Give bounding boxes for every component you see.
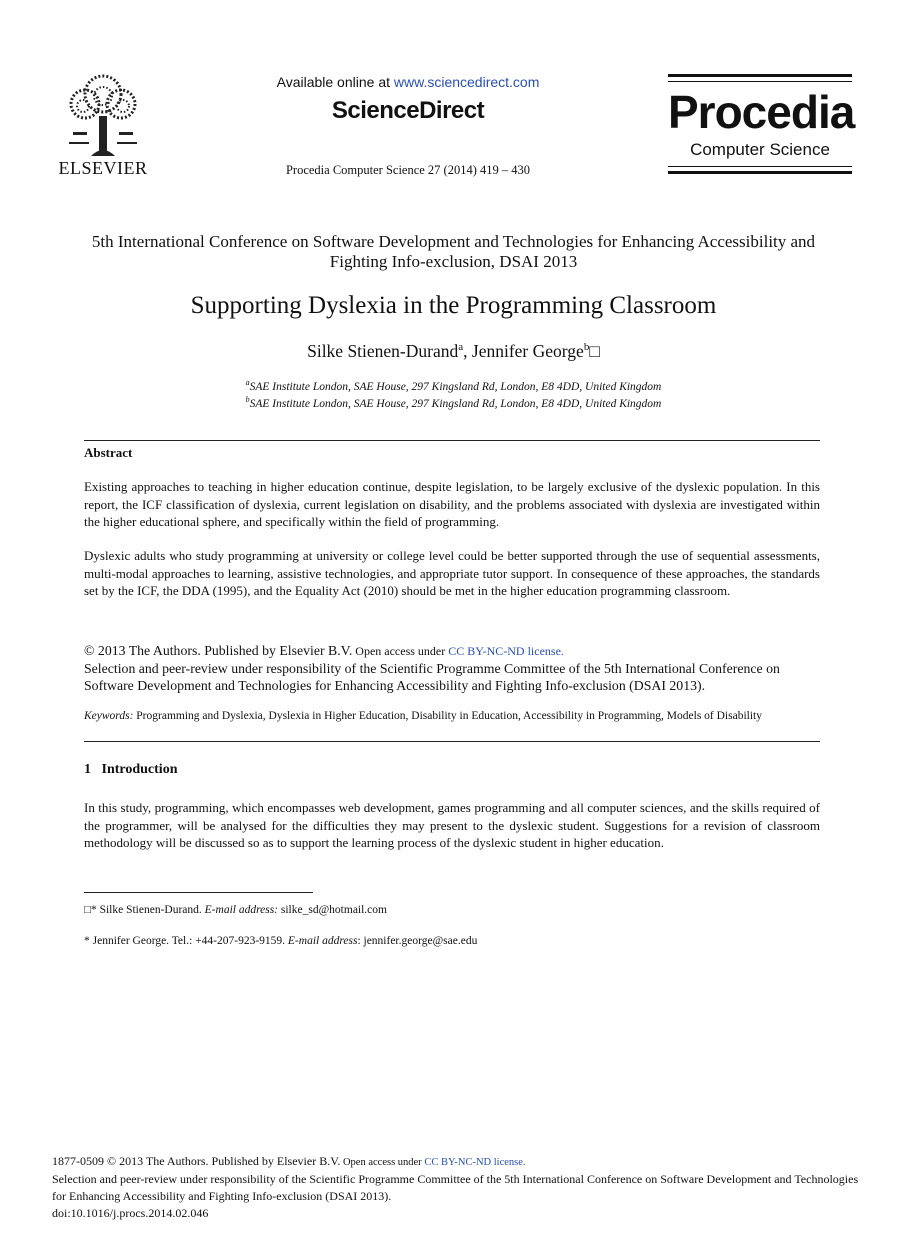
journal-citation: Procedia Computer Science 27 (2014) 419 – 430 [285, 163, 531, 177]
procedia-top-rule-thin [668, 81, 852, 82]
footnote-rule [84, 892, 313, 893]
footer-license-link[interactable]: CC BY-NC-ND license. [424, 1157, 526, 1168]
affiliation-b-mark: b [245, 395, 250, 404]
keywords-label: Keywords: [84, 710, 134, 722]
doi: doi:10.1016/j.procs.2014.02.046 [52, 1206, 209, 1220]
available-online [250, 74, 566, 90]
issn-line: 1877-0509 © 2013 The Authors. Published by Elsevier B.V. [52, 1154, 341, 1168]
abstract-paragraph-1: Existing approaches to teaching in higher education continue, despite legislation, to be largely exclusive of the dyslexic population. In this report, the ICF classification of dyslexia, current legislation on disability, and the problems associated with dyslexia are investigated within the higher educational sphere, and specifically within the field of programming. [84, 479, 820, 529]
author-1: Silke Stienen-Durand [307, 341, 459, 361]
abstract-heading: Abstract [84, 445, 133, 460]
elsevier-logo [55, 72, 151, 177]
introduction-heading [84, 762, 177, 778]
affiliation-a-mark: a [245, 378, 250, 387]
author-separator: , [463, 341, 472, 361]
abstract-bottom-rule [84, 741, 820, 742]
footer-open-access: Open access under [340, 1157, 425, 1168]
open-access-label: Open access under [352, 644, 449, 658]
procedia-bottom-rule-thin [668, 166, 852, 167]
footnote-2 [84, 935, 820, 947]
peer-review-statement: Selection and peer-review under responsibility of the Scientific Programme Committee of the 5th International Conference on Software Development and Technologies for Enhancing Accessibility and Fighting Info-exclusion (DSAI 2013). [84, 661, 780, 693]
author-2: Jennifer George [471, 341, 584, 361]
paper-title: Supporting Dyslexia in the Programming Classroom [190, 292, 717, 319]
abstract-top-rule [84, 440, 820, 441]
procedia-top-rule [668, 74, 852, 77]
introduction-paragraph: In this study, programming, which encompasses web development, games programming and all computer sciences, and the skills required of the programmer, will be analysed for the difficulties they may present to the dyslexic student. Suggestions for a revision of classroom methodology will be discussed so as to support the learning process of the dyslexic student in higher education. [84, 800, 820, 850]
copyright-notice [84, 642, 820, 694]
license-link[interactable]: CC BY-NC-ND license. [448, 644, 564, 658]
author-2-mark: b [583, 341, 590, 354]
section-title: Introduction [101, 762, 178, 777]
footer-peer-review: Selection and peer-review under responsibility of the Scientific Programme Committee of the 5th International Conference on Software Development and Technologies for Enhancing Accessibility and Fighting Info-exclusion (DSAI 2013). [52, 1172, 859, 1203]
affiliation-b-text: SAE Institute London, SAE House, 297 Kingsland Rd, London, E8 4DD, United Kingdom [249, 397, 662, 410]
author-1-mark: a [458, 341, 464, 354]
affiliation-b [120, 395, 787, 410]
procedia-subtitle: Computer Science [690, 140, 830, 159]
elsevier-tree-icon [61, 72, 145, 160]
sciencedirect-link[interactable]: www.sciencedirect.com [393, 74, 540, 90]
affiliation-a [120, 378, 787, 393]
sciencedirect-brand: ScienceDirect [331, 97, 485, 124]
procedia-bottom-rule [668, 171, 852, 174]
procedia-title: Procedia [668, 86, 855, 138]
corresponding-symbol: □ [589, 341, 600, 361]
abstract-paragraph-2: Dyslexic adults who study programming at university or college level could be better supported through the use of sequential assessments, multi-modal approaches to learning, assistive technologies, and appropriate tutor support. In consequence of these approaches, the standards set by the ICF, the DDA (1995), and the Equality Act (2010) should be met in the higher education programming classroom. [84, 548, 820, 598]
footnote-1 [84, 904, 820, 916]
footnote-1-label: E-mail address: [204, 904, 279, 916]
page-footer [52, 1153, 862, 1222]
footnote-1-prefix: □* Silke Stienen-Durand. [84, 904, 205, 916]
footnote-2-prefix: * Jennifer George. Tel.: +44-207-923-9159. [84, 935, 288, 947]
copyright-line: © 2013 The Authors. Published by Elsevier B.V. [84, 643, 353, 658]
procedia-logo [668, 74, 855, 176]
conference-name: 5th International Conference on Software Development and Technologies for Enhancing Accessibility and Fighting Info-exclusion, DSAI 2013 [91, 232, 816, 271]
author-list [150, 341, 757, 362]
keywords [84, 708, 820, 724]
affiliation-a-text: SAE Institute London, SAE House, 297 Kingsland Rd, London, E8 4DD, United Kingdom [249, 380, 662, 393]
footnote-2-label: E-mail address [287, 935, 358, 947]
elsevier-wordmark: ELSEVIER [58, 158, 148, 178]
keywords-text: Programming and Dyslexia, Dyslexia in Higher Education, Disability in Education, Accessibility in Programming, Models of Disability [133, 710, 762, 722]
section-number: 1 [84, 762, 91, 777]
footnote-1-email: silke_sd@hotmail.com [278, 904, 387, 916]
footnote-2-email: : jennifer.george@sae.edu [357, 935, 478, 947]
available-prefix: Available online at [276, 74, 394, 90]
